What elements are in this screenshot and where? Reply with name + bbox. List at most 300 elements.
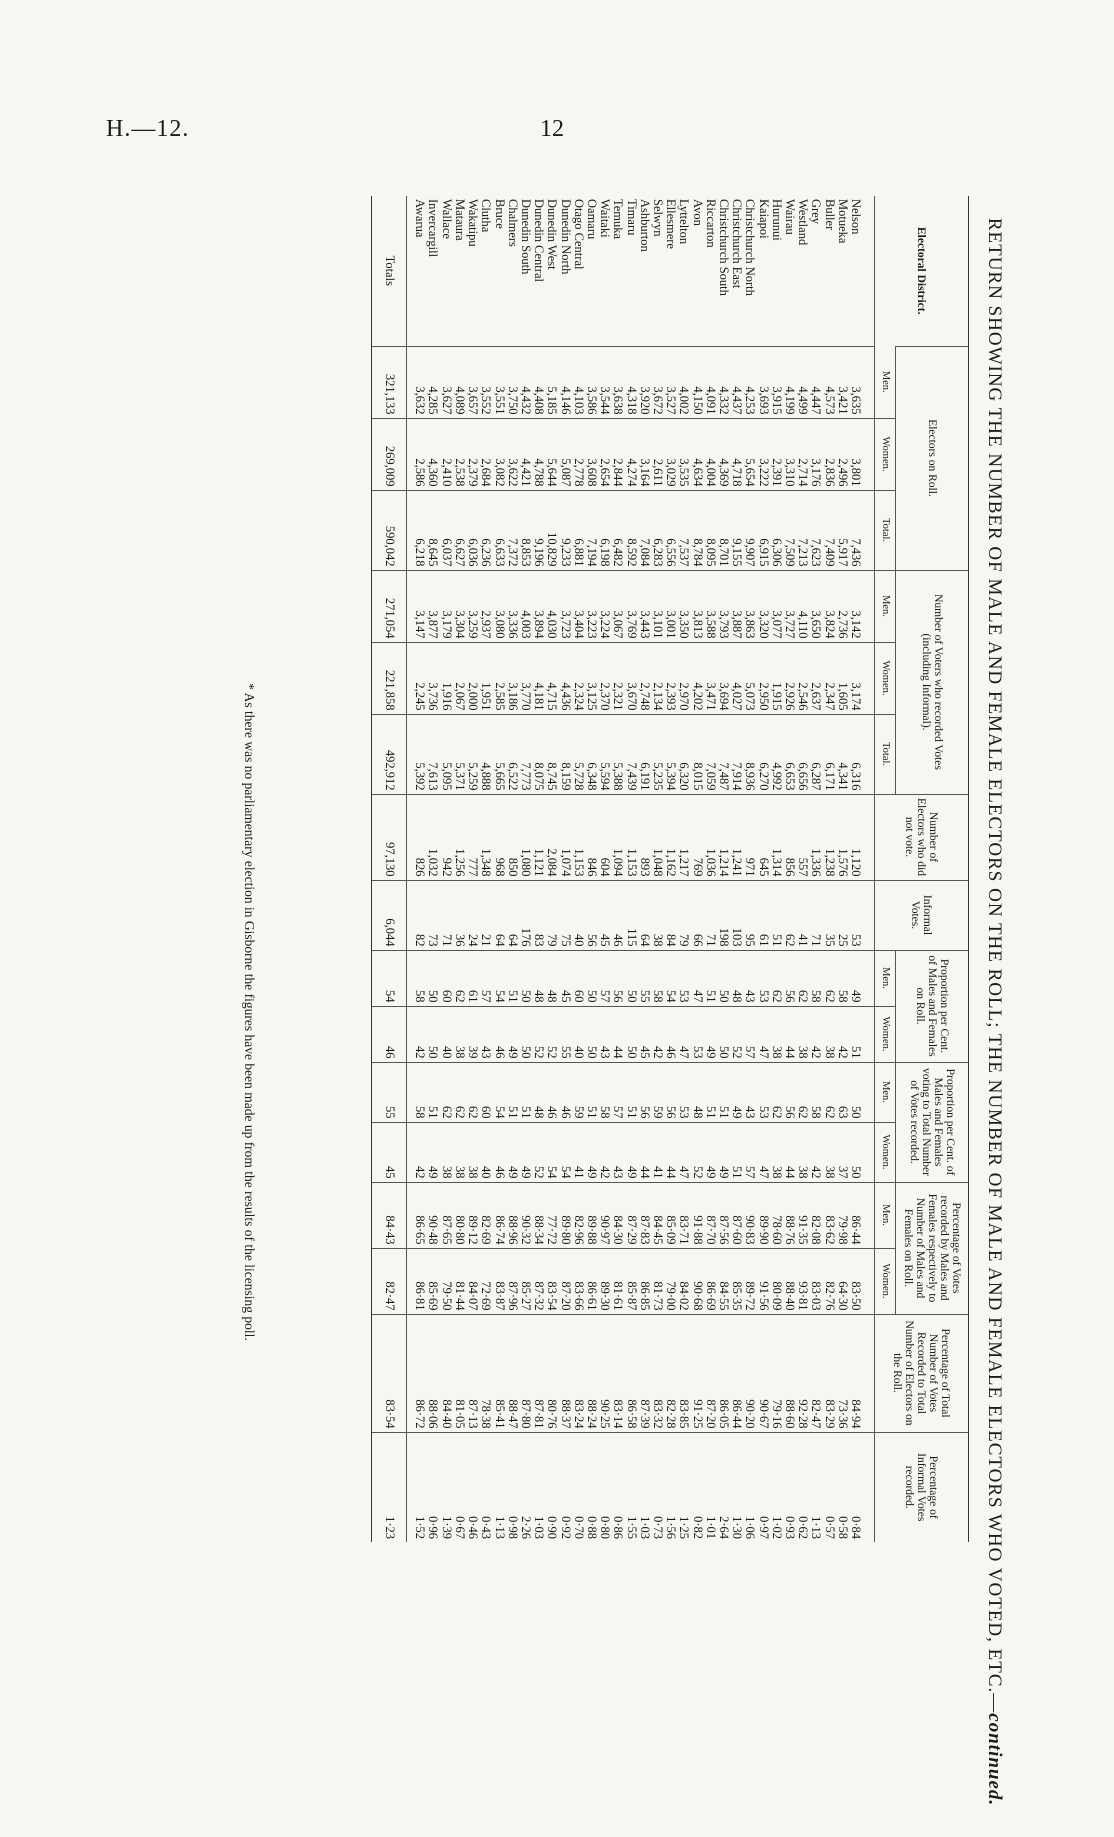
table-cell: 44 <box>783 1122 796 1182</box>
table-cell: 87·96 <box>506 1248 519 1314</box>
table-cell: 3,527 <box>664 346 677 418</box>
table-cell: 0·86 <box>611 1432 624 1542</box>
table-cell: 89·30 <box>598 1248 611 1314</box>
table-row <box>598 196 611 1542</box>
table-cell: 1,576 <box>836 794 849 880</box>
table-cell: 88·37 <box>558 1314 571 1432</box>
col-did-not-vote: Number of Electors who did not vote. <box>875 794 969 880</box>
table-cell: 87·83 <box>638 1182 651 1248</box>
table-cell: 3,588 <box>704 570 717 642</box>
table-cell: 91·56 <box>756 1248 769 1314</box>
table-cell: 4,718 <box>730 418 743 490</box>
table-cell: 89·12 <box>466 1182 479 1248</box>
table-row <box>770 196 783 1542</box>
table-cell: 52 <box>532 1122 545 1182</box>
table-cell: 82·69 <box>479 1182 492 1248</box>
table-cell: 893 <box>638 794 651 880</box>
table-cell: 2,844 <box>611 418 624 490</box>
table-cell: 1·55 <box>624 1432 637 1542</box>
table-cell: 47 <box>690 950 703 1006</box>
table-cell: 176 <box>519 880 532 950</box>
table-cell: 90·97 <box>598 1182 611 1248</box>
table-cell: 84·02 <box>677 1248 690 1314</box>
table-cell: 64·30 <box>836 1248 849 1314</box>
totals-row <box>372 196 407 1542</box>
table-cell: 4,150 <box>690 346 703 418</box>
table-cell: 79·00 <box>664 1248 677 1314</box>
table-cell: 79 <box>677 880 690 950</box>
table-cell: 87·32 <box>532 1248 545 1314</box>
table-cell: 37 <box>836 1122 849 1182</box>
table-row <box>638 196 651 1542</box>
table-cell: 82·96 <box>572 1182 585 1248</box>
table-cell: 50 <box>519 1006 532 1062</box>
table-cell: 83·03 <box>809 1248 822 1314</box>
district-name: Dunedin North <box>558 199 573 275</box>
table-cell: 2,637 <box>809 642 822 714</box>
table-cell: 5,654 <box>743 418 756 490</box>
table-row <box>407 196 427 1542</box>
col-voters-recorded: Number of Voters who recorded Votes (including Informal). <box>896 570 969 794</box>
table-cell: 0·92 <box>558 1432 571 1542</box>
table-cell: 50 <box>585 1006 598 1062</box>
table-cell: 36 <box>453 880 466 950</box>
table-cell: 3,174 <box>849 642 875 714</box>
table-cell: 84·30 <box>611 1182 624 1248</box>
table-cell: 83·14 <box>611 1314 624 1432</box>
table-cell: 968 <box>492 794 505 880</box>
table-cell: 51 <box>730 1122 743 1182</box>
table-cell: 557 <box>796 794 809 880</box>
totals-cell: 321,133 <box>372 346 407 418</box>
table-cell: 1·03 <box>532 1432 545 1542</box>
table-cell: 4,573 <box>822 346 835 418</box>
table-cell: 5,644 <box>545 418 558 490</box>
table-cell: 43 <box>598 1006 611 1062</box>
table-cell: 6,656 <box>796 714 809 794</box>
district-name: Riccarton <box>703 199 718 248</box>
table-cell: 88·24 <box>585 1314 598 1432</box>
totals-cell: 269,009 <box>372 418 407 490</box>
table-cell: 87·60 <box>730 1182 743 1248</box>
table-cell: 43 <box>611 1122 624 1182</box>
district-name: Buller <box>822 199 837 231</box>
table-cell: 0·70 <box>572 1432 585 1542</box>
table-cell: 90·25 <box>598 1314 611 1432</box>
table-cell: 60 <box>479 1062 492 1122</box>
table-cell: 90·20 <box>743 1314 756 1432</box>
table-cell: 3,080 <box>492 570 505 642</box>
table-cell: 3,635 <box>849 346 875 418</box>
table-cell: 38 <box>770 1122 783 1182</box>
table-cell: 83·54 <box>545 1248 558 1314</box>
table-cell: 50 <box>519 950 532 1006</box>
table-cell: 6,653 <box>783 714 796 794</box>
table-cell: 2,611 <box>651 418 664 490</box>
table-cell: 4,369 <box>717 418 730 490</box>
table-cell: 85·69 <box>426 1248 439 1314</box>
table-cell: 0·84 <box>849 1432 875 1542</box>
table-cell: 3,770 <box>519 642 532 714</box>
district-name: Invercargill <box>426 199 441 258</box>
table-cell: 62 <box>770 950 783 1006</box>
table-cell: 4,003 <box>519 570 532 642</box>
table-cell: 8,701 <box>717 490 730 570</box>
table-cell: 25 <box>836 880 849 950</box>
table-cell: 51 <box>717 1062 730 1122</box>
table-cell: 62 <box>796 1062 809 1122</box>
table-cell: 2,937 <box>479 570 492 642</box>
table-cell: 60 <box>440 950 453 1006</box>
table-cell: 57 <box>743 1006 756 1062</box>
district-name: Grey <box>809 199 824 224</box>
table-cell: 87·81 <box>532 1314 545 1432</box>
table-cell: 59 <box>651 1062 664 1122</box>
table-cell: 7,436 <box>849 490 875 570</box>
table-cell: 9,155 <box>730 490 743 570</box>
table-cell: 2,748 <box>638 642 651 714</box>
table-cell: 87·65 <box>440 1182 453 1248</box>
col-percentage-votes: Percentage of Votes recorded by Males and Females respectively to Number of Males and Females on Roll. <box>896 1182 969 1314</box>
table-row <box>426 196 439 1542</box>
table-cell: 3,727 <box>783 570 796 642</box>
table-row <box>822 196 835 1542</box>
district-name: Kaiapoi <box>756 199 771 239</box>
table-cell: 1,032 <box>426 794 439 880</box>
table-cell: 38 <box>770 1006 783 1062</box>
table-cell: 86·61 <box>585 1248 598 1314</box>
col-electoral-district: Electoral District. <box>875 196 969 346</box>
table-cell: 86·81 <box>407 1248 427 1314</box>
table-cell: 43 <box>743 950 756 1006</box>
table-cell: 49 <box>585 1122 598 1182</box>
table-cell: 55 <box>558 1006 571 1062</box>
rotated-table-sheet <box>145 192 1005 1832</box>
totals-cell: 45 <box>372 1122 407 1182</box>
table-cell: 86·58 <box>624 1314 637 1432</box>
table-cell: 4,788 <box>532 418 545 490</box>
table-cell: 38 <box>453 1006 466 1062</box>
table-row <box>849 196 875 1542</box>
table-cell: 73·36 <box>836 1314 849 1432</box>
table-cell: 3,638 <box>611 346 624 418</box>
table-cell: 1,094 <box>611 794 624 880</box>
table-cell: 3,067 <box>611 570 624 642</box>
table-cell: 62 <box>440 1062 453 1122</box>
totals-cell: 590,042 <box>372 490 407 570</box>
table-cell: 79·16 <box>770 1314 783 1432</box>
table-cell: 942 <box>440 794 453 880</box>
table-cell: 66 <box>690 880 703 950</box>
table-cell: 4,341 <box>836 714 849 794</box>
table-cell: 58 <box>836 950 849 1006</box>
table-cell: 45 <box>558 950 571 1006</box>
table-cell: 1,036 <box>704 794 717 880</box>
table-cell: 86·44 <box>849 1182 875 1248</box>
table-cell: 50 <box>426 950 439 1006</box>
table-cell: 62 <box>453 950 466 1006</box>
table-cell: 38 <box>822 1006 835 1062</box>
table-cell: 51 <box>624 1062 637 1122</box>
table-row <box>717 196 730 1542</box>
table-cell: 81·61 <box>611 1248 624 1314</box>
col-proportion-voting: Proportion per Cent. of Males and Females voting to Total Number of Votes recorded. <box>896 1062 969 1182</box>
table-cell: 48 <box>730 950 743 1006</box>
table-cell: 62 <box>822 1062 835 1122</box>
totals-cell: 84·43 <box>372 1182 407 1248</box>
table-cell: 4,437 <box>730 346 743 418</box>
table-cell: 3,824 <box>822 570 835 642</box>
table-cell: 0·80 <box>598 1432 611 1542</box>
table-cell: 4,027 <box>730 642 743 714</box>
table-cell: 4,408 <box>532 346 545 418</box>
table-row <box>704 196 717 1542</box>
table-cell: 79·50 <box>440 1248 453 1314</box>
table-cell: 91·35 <box>796 1182 809 1248</box>
table-cell: 1·02 <box>770 1432 783 1542</box>
table-cell: 78·38 <box>479 1314 492 1432</box>
table-cell: 5,095 <box>440 714 453 794</box>
table-cell: 54 <box>545 1122 558 1182</box>
table-cell: 42 <box>809 1006 822 1062</box>
table-cell: 4,436 <box>558 642 571 714</box>
table-cell: 43 <box>479 1006 492 1062</box>
table-cell: 3,471 <box>704 642 717 714</box>
district-name: Selwyn <box>650 199 665 237</box>
table-cell: 86·72 <box>407 1314 427 1432</box>
table-cell: 7,194 <box>585 490 598 570</box>
table-cell: 57 <box>611 1062 624 1122</box>
table-cell: 89·80 <box>558 1182 571 1248</box>
totals-cell: 46 <box>372 1006 407 1062</box>
table-cell: 51 <box>704 950 717 1006</box>
table-row <box>440 196 453 1542</box>
table-cell: 4,253 <box>743 346 756 418</box>
table-cell: 6,633 <box>492 490 505 570</box>
table-cell: 6,236 <box>479 490 492 570</box>
table-cell: 0·96 <box>426 1432 439 1542</box>
table-cell: 51 <box>585 1062 598 1122</box>
table-cell: 48 <box>532 1062 545 1122</box>
table-cell: 7,613 <box>426 714 439 794</box>
table-cell: 1,916 <box>440 642 453 714</box>
table-cell: 4,634 <box>690 418 703 490</box>
district-name: Dunedin West <box>545 199 560 270</box>
table-cell: 89·72 <box>743 1248 756 1314</box>
table-cell: 5,371 <box>453 714 466 794</box>
table-cell: 88·60 <box>783 1314 796 1432</box>
table-cell: 85·41 <box>492 1314 505 1432</box>
table-cell: 59 <box>572 1062 585 1122</box>
table-row <box>492 196 505 1542</box>
table-cell: 4,285 <box>426 346 439 418</box>
table-cell: 86·74 <box>492 1182 505 1248</box>
table-cell: 2,585 <box>492 642 505 714</box>
footnote: * As there was no parliamentary election in Gisborne the figures have been made up from the results of the licensing poll. <box>242 683 257 1341</box>
table-cell: 7,914 <box>730 714 743 794</box>
table-cell: 87·20 <box>704 1314 717 1432</box>
district-name: Waitaki <box>598 199 613 238</box>
table-cell: 7,509 <box>783 490 796 570</box>
table-row <box>506 196 519 1542</box>
table-cell: 64 <box>506 880 519 950</box>
table-cell: 78·60 <box>770 1182 783 1248</box>
table-cell: 44 <box>638 1122 651 1182</box>
table-cell: 6,881 <box>572 490 585 570</box>
table-cell: 1,915 <box>770 642 783 714</box>
table-title-main: RETURN SHOWING THE NUMBER OF MALE AND FEMALE ELECTORS ON THE ROLL; THE NUMBER OF MALE AND FEMALE ELECTORS WHO VOTED, ETC.— <box>984 217 1005 1714</box>
totals-cell: 6,044 <box>372 880 407 950</box>
table-cell: 21 <box>479 880 492 950</box>
table-cell: 3,350 <box>677 570 690 642</box>
table-cell: 3,793 <box>717 570 730 642</box>
district-name: Bruce <box>492 199 507 229</box>
table-cell: 2,736 <box>836 570 849 642</box>
table-cell: 3,535 <box>677 418 690 490</box>
sub-men: Men. <box>875 1182 896 1248</box>
table-cell: 6,036 <box>466 490 479 570</box>
table-cell: 3,310 <box>783 418 796 490</box>
table-cell: 58 <box>809 1062 822 1122</box>
table-cell: 51 <box>426 1062 439 1122</box>
table-cell: 54 <box>558 1122 571 1182</box>
table-cell: 58 <box>407 950 427 1006</box>
district-name: Nelson <box>849 199 863 235</box>
table-cell: 46 <box>492 1122 505 1182</box>
table-cell: 60 <box>572 950 585 1006</box>
table-cell: 88·06 <box>426 1314 439 1432</box>
table-cell: 8,745 <box>545 714 558 794</box>
table-cell: 4,089 <box>453 346 466 418</box>
table-cell: 8,853 <box>519 490 532 570</box>
table-cell: 2,379 <box>466 418 479 490</box>
table-cell: 3,222 <box>756 418 769 490</box>
table-cell: 86·44 <box>730 1314 743 1432</box>
table-cell: 2,321 <box>611 642 624 714</box>
district-name: Temuka <box>611 199 626 240</box>
table-cell: 47 <box>677 1006 690 1062</box>
table-cell: 5,235 <box>651 714 664 794</box>
totals-cell: 82·47 <box>372 1248 407 1314</box>
table-cell: 90·32 <box>519 1182 532 1248</box>
table-cell: 1·03 <box>638 1432 651 1542</box>
table-cell: 24 <box>466 880 479 950</box>
table-cell: 87·80 <box>519 1314 532 1432</box>
col-percentage-informal: Percentage of Informal Votes recorded. <box>875 1432 969 1542</box>
table-row <box>479 196 492 1542</box>
table-cell: 5,394 <box>664 714 677 794</box>
table-cell: 6,283 <box>651 490 664 570</box>
table-cell: 87·29 <box>624 1182 637 1248</box>
table-cell: 3,750 <box>506 346 519 418</box>
table-cell: 42 <box>651 1006 664 1062</box>
table-cell: 5,259 <box>466 714 479 794</box>
totals-label: Totals <box>372 196 407 346</box>
table-cell: 49 <box>704 1006 717 1062</box>
district-name: Wallace <box>439 199 454 239</box>
table-cell: 4,004 <box>704 418 717 490</box>
district-name: Mataura <box>452 199 467 241</box>
table-cell: 62 <box>770 1062 783 1122</box>
table-cell: 5,388 <box>611 714 624 794</box>
district-name: Christchurch North <box>743 199 758 296</box>
table-cell: 3,586 <box>585 346 598 418</box>
table-cell: 46 <box>492 1006 505 1062</box>
table-cell: 2,324 <box>572 642 585 714</box>
table-cell: 3,443 <box>638 570 651 642</box>
table-cell: 88·76 <box>783 1182 796 1248</box>
table-row <box>519 196 532 1542</box>
table-cell: 49 <box>506 1122 519 1182</box>
totals-cell: 55 <box>372 1062 407 1122</box>
table-cell: 1·06 <box>743 1432 756 1542</box>
table-cell: 86·85 <box>638 1248 651 1314</box>
table-cell: 53 <box>677 1062 690 1122</box>
table-cell: 47 <box>756 1006 769 1062</box>
table-cell: 846 <box>585 794 598 880</box>
table-cell: 42 <box>809 1122 822 1182</box>
table-cell: 85·35 <box>730 1248 743 1314</box>
table-cell: 8,015 <box>690 714 703 794</box>
table-cell: 81·44 <box>453 1248 466 1314</box>
table-cell: 2,084 <box>545 794 558 880</box>
table-row <box>532 196 545 1542</box>
table-cell: 53 <box>756 1062 769 1122</box>
table-cell: 2·26 <box>519 1432 532 1542</box>
table-cell: 3,632 <box>407 346 427 418</box>
table-cell: 79·98 <box>836 1182 849 1248</box>
table-cell: 55 <box>638 950 651 1006</box>
table-cell: 0·88 <box>585 1432 598 1542</box>
table-cell: 48 <box>690 1062 703 1122</box>
table-cell: 38 <box>440 1122 453 1182</box>
table-cell: 6,316 <box>849 714 875 794</box>
table-cell: 604 <box>598 794 611 880</box>
table-cell: 1,162 <box>664 794 677 880</box>
table-cell: 1,951 <box>479 642 492 714</box>
totals-cell: 492,912 <box>372 714 407 794</box>
table-cell: 3,186 <box>506 642 519 714</box>
table-cell: 49 <box>624 1122 637 1182</box>
table-cell: 3,404 <box>572 570 585 642</box>
table-cell: 51 <box>519 1062 532 1122</box>
table-row <box>466 196 479 1542</box>
table-cell: 84·07 <box>466 1248 479 1314</box>
table-cell: 90·83 <box>743 1182 756 1248</box>
table-cell: 38 <box>796 1006 809 1062</box>
page-header-reference: H.—12. <box>106 116 190 142</box>
table-cell: 91·25 <box>690 1314 703 1432</box>
table-cell: 2,926 <box>783 642 796 714</box>
district-name: Wakatipu <box>466 199 481 247</box>
table-cell: 50 <box>624 1006 637 1062</box>
table-cell: 58 <box>651 950 664 1006</box>
table-cell: 49 <box>717 1122 730 1182</box>
table-cell: 42 <box>407 1006 427 1062</box>
table-cell: 7,537 <box>677 490 690 570</box>
table-cell: 4,199 <box>783 346 796 418</box>
table-cell: 83·50 <box>849 1248 875 1314</box>
table-cell: 44 <box>664 1122 677 1182</box>
district-name: Ashburton <box>637 199 652 252</box>
table-cell: 0·46 <box>466 1432 479 1542</box>
table-cell: 85·87 <box>624 1248 637 1314</box>
table-cell: 51 <box>849 1006 875 1062</box>
table-cell: 3,421 <box>836 346 849 418</box>
table-cell: 4,110 <box>796 570 809 642</box>
table-cell: 3,801 <box>849 418 875 490</box>
table-cell: 58 <box>407 1062 427 1122</box>
